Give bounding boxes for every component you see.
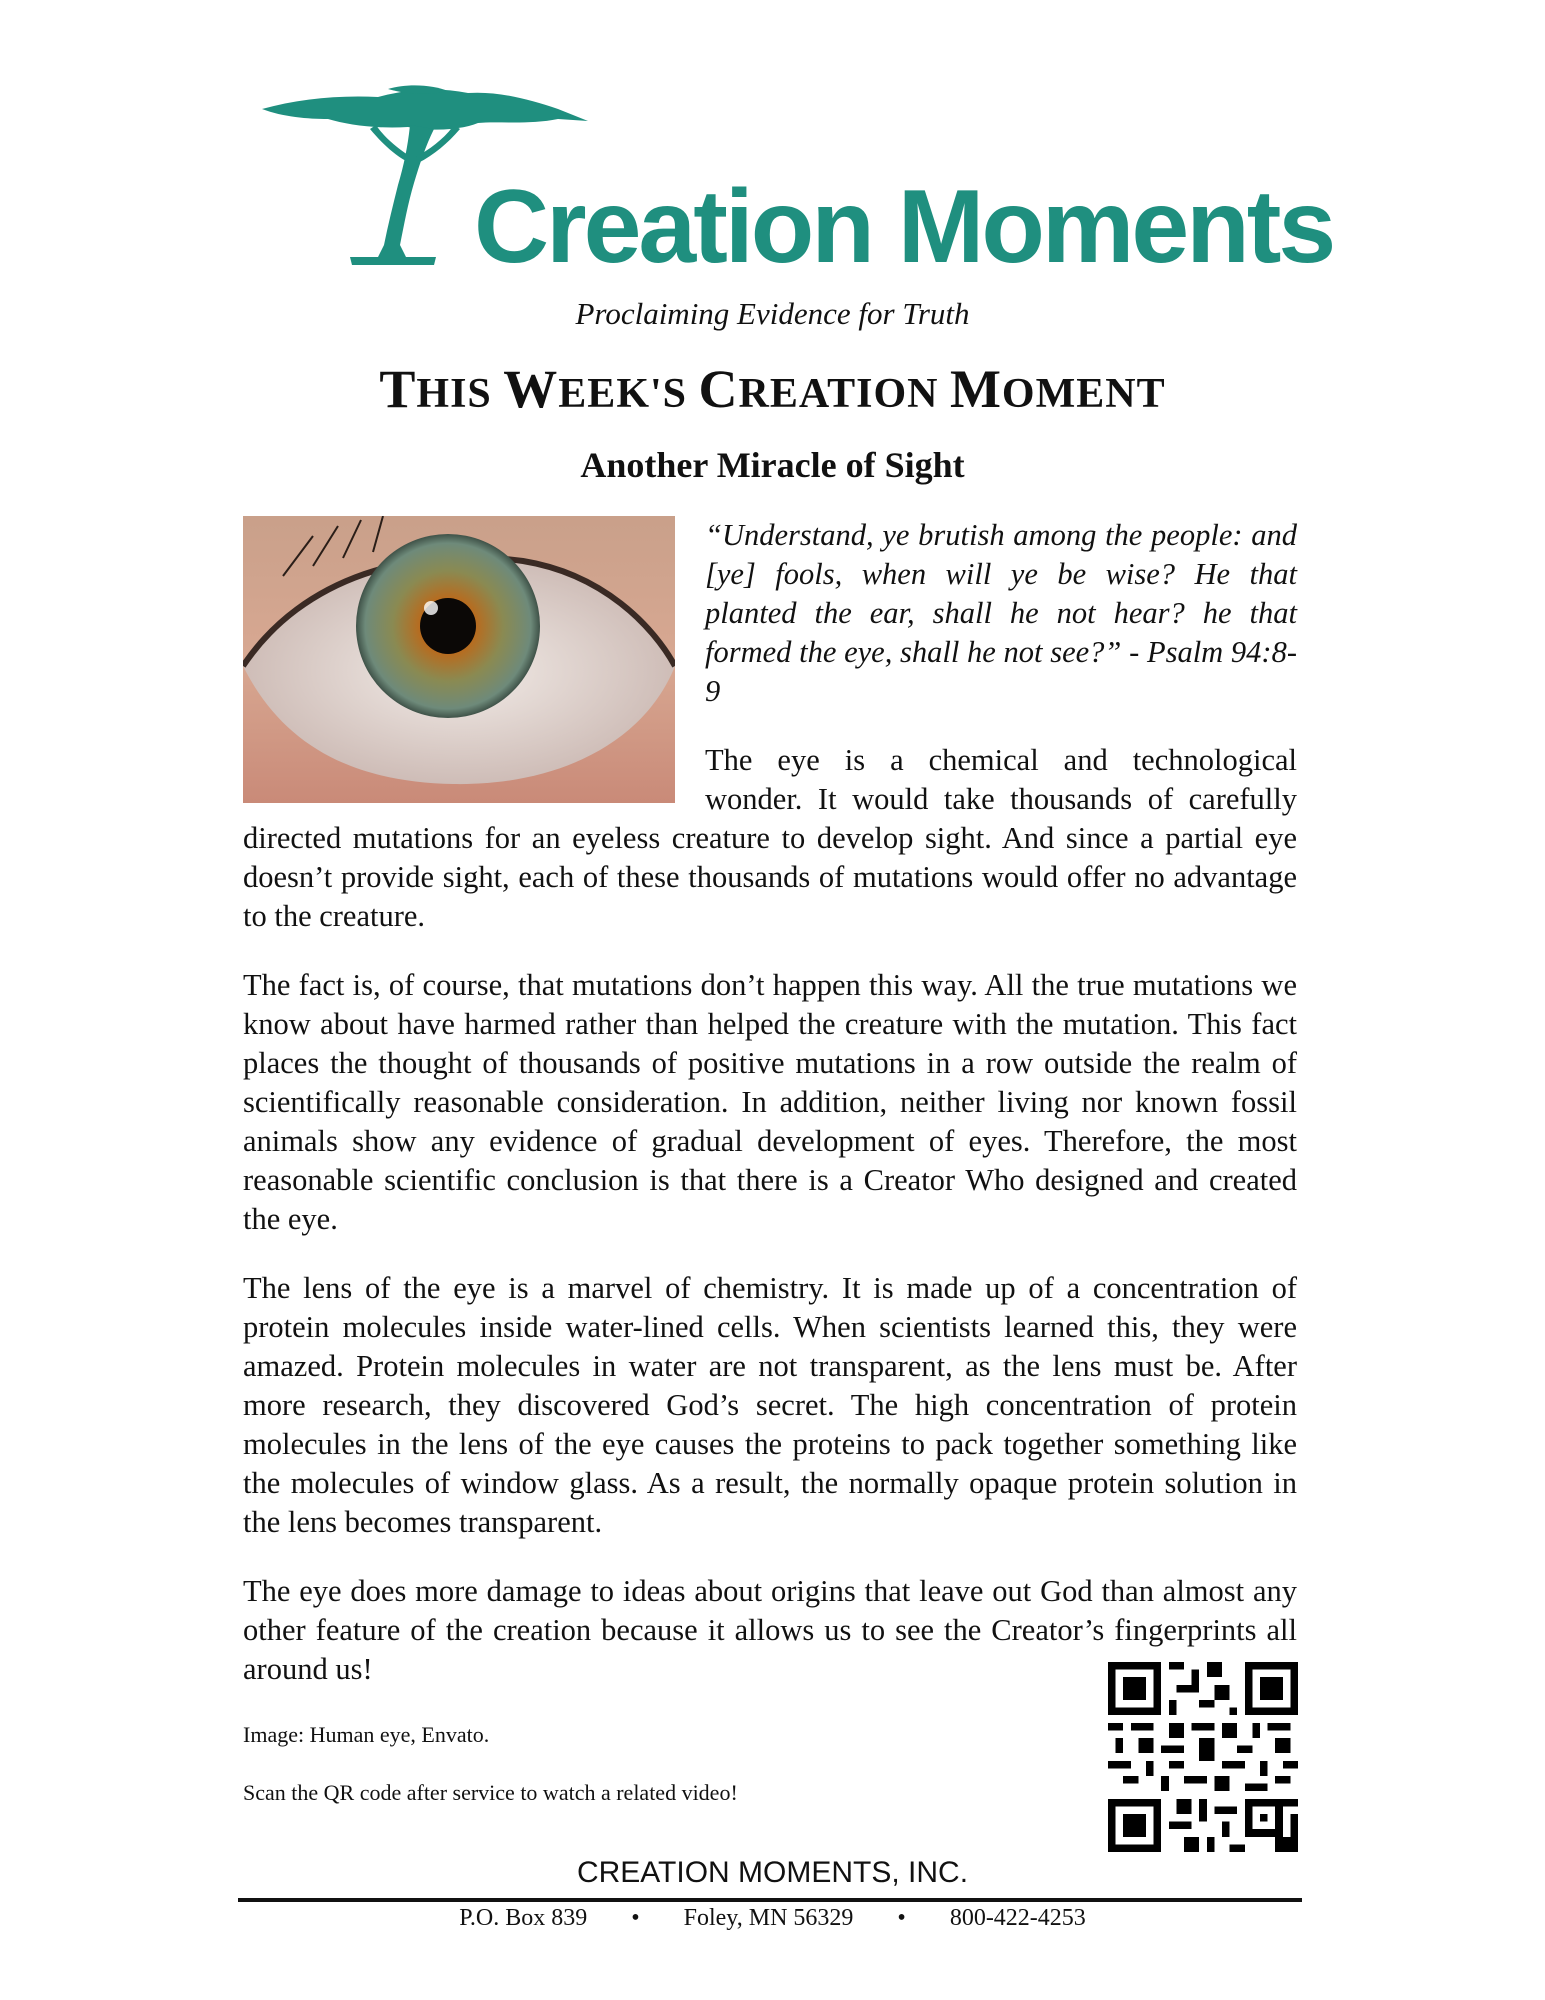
article-title: Another Miracle of Sight: [580, 445, 965, 485]
city: Foley, MN 56329: [683, 1905, 854, 1931]
page-title: THIS WEEK'S CREATION MOMENT: [379, 359, 1166, 419]
article-paragraph: The lens of the eye is a marvel of chemistry. It is made up of a concentration of protein molecules inside water-lined cells. When scientists learned this, they were amazed. Protein molecules in water are not transparent, as the lens must be. After more research, they discovered God’s secret. The high concentration of protein molecules in the lens of the eye causes the proteins to pack together something like the molecules of window glass. As a result, the normally opaque protein solution in the lens becomes transparent.: [243, 1271, 1297, 1539]
separator: •: [631, 1905, 640, 1931]
creation-moments-logo: [258, 85, 1334, 285]
phone-number: 800-422-4253: [949, 1905, 1086, 1931]
qr-instruction: Scan the QR code after service to watch a related video!: [243, 1780, 738, 1805]
article-paragraph: The fact is, of course, that mutations don’t happen this way. All the true mutations we know about have harmed rather than helped the creature with the mutation. This fact places the thought of thousands of positive mutations in a row outside the realm of scientifically reasonable consideration. In addition, neither living nor known fossil animals show any evidence of gradual development of eyes. Therefore, the most reasonable scientific conclusion is that there is a Creator Who designed and created the eye.: [243, 968, 1297, 1236]
contact-address: [0, 1905, 1545, 1932]
article-paragraph: The eye does more damage to ideas about origins that leave out God than almost any other feature of the creation because it allows us to see the Creator’s fingerprints all around us!: [243, 1574, 1297, 1686]
brand-name: Creation Moments: [474, 169, 1334, 285]
footer-divider: [238, 1898, 1302, 1902]
company-name: CREATION MOMENTS, INC.: [576, 1856, 969, 1889]
po-box: P.O. Box 839: [459, 1905, 588, 1931]
article-paragraph: The eye is a chemical and technological wonder. It would take thousands of carefully directed mutations for an eyeless creature to develop sight. And since a partial eye doesn’t provide sight, each of these thousands of mutations would offer no advantage to the creature.: [243, 743, 1297, 933]
image-credit: Image: Human eye, Envato.: [243, 1722, 490, 1747]
separator: •: [897, 1905, 906, 1931]
scripture-quote: “Understand, ye brutish among the people: and [ye] fools, when will ye be wise? He that planted the ear, shall he not hear? he that formed the eye, shall he not see?” - Psalm 94:8-9: [705, 518, 1297, 708]
human-eye-image: [243, 516, 675, 803]
article-body: [243, 516, 1297, 1719]
tagline: Proclaiming Evidence for Truth: [575, 296, 970, 331]
qr-code[interactable]: [1108, 1662, 1298, 1852]
